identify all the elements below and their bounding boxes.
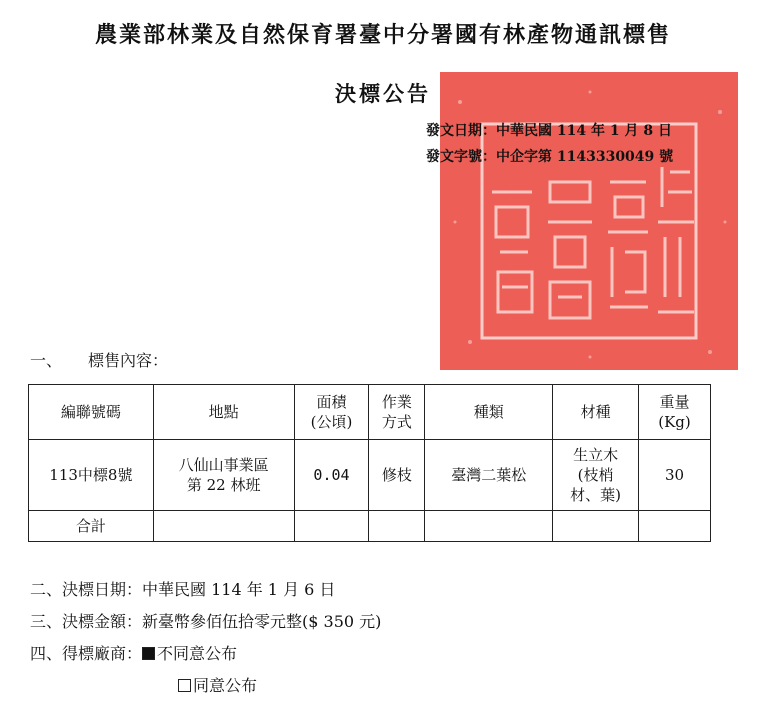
header-material: 材種 (553, 385, 639, 440)
cell-material: 生立木 (枝梢 材、葉) (553, 440, 639, 511)
award-details (30, 574, 381, 702)
option-agree-label: 同意公布 (193, 676, 258, 695)
winner-option-line (30, 670, 381, 702)
option-agree (178, 670, 257, 702)
header-method: 作業 方式 (369, 385, 425, 440)
cell-species: 臺灣二葉松 (425, 440, 553, 511)
total-empty (153, 511, 294, 542)
header-code: 編聯號碼 (29, 385, 154, 440)
total-empty (425, 511, 553, 542)
total-label: 合計 (29, 511, 154, 542)
option-disagree (142, 638, 237, 670)
winner-label: 四、得標廠商： (30, 644, 143, 663)
official-seal-stamp (440, 72, 738, 370)
issue-date-value: 中華民國 114 年 1 月 8 日 (496, 123, 672, 139)
header-weight: 重量 (Kg) (639, 385, 711, 440)
total-empty (369, 511, 425, 542)
total-empty (294, 511, 369, 542)
header-location: 地點 (153, 385, 294, 440)
section-1-number: 一、 (30, 351, 63, 370)
cell-code: 113中標8號 (29, 440, 154, 511)
issue-date-label: 發文日期： (426, 123, 496, 139)
section-1-label: 標售內容： (88, 351, 169, 370)
cell-location: 八仙山事業區 第 22 林班 (153, 440, 294, 511)
checkbox-disagree (142, 647, 155, 660)
document-meta (426, 118, 746, 170)
issue-number-value: 中企字第 1143330049 號 (496, 149, 674, 165)
cell-weight: 30 (639, 440, 711, 511)
page-subtitle: 決標公告 (335, 81, 431, 106)
issue-date (426, 118, 746, 144)
cell-area: 0.04 (294, 440, 369, 511)
table-header-row (29, 385, 711, 440)
sale-items-table (28, 384, 711, 542)
option-disagree-label: 不同意公布 (157, 644, 238, 663)
header-area: 面積 (公頃) (294, 385, 369, 440)
total-empty (639, 511, 711, 542)
header-species: 種類 (425, 385, 553, 440)
section-sale-content (30, 348, 168, 371)
issue-number-label: 發文字號： (426, 149, 496, 165)
table-row (29, 440, 711, 511)
total-empty (553, 511, 639, 542)
table-total-row (29, 511, 711, 542)
issue-number (426, 144, 746, 170)
page-title: 農業部林業及自然保育署臺中分署國有林產物通訊標售 (94, 22, 671, 48)
winner-line (30, 638, 381, 670)
checkbox-agree (178, 679, 191, 692)
award-amount: 三、決標金額：新臺幣參佰伍拾零元整($ 350 元) (30, 612, 382, 631)
cell-method: 修枝 (369, 440, 425, 511)
award-date: 二、決標日期：中華民國 114 年 1 月 6 日 (30, 580, 336, 599)
